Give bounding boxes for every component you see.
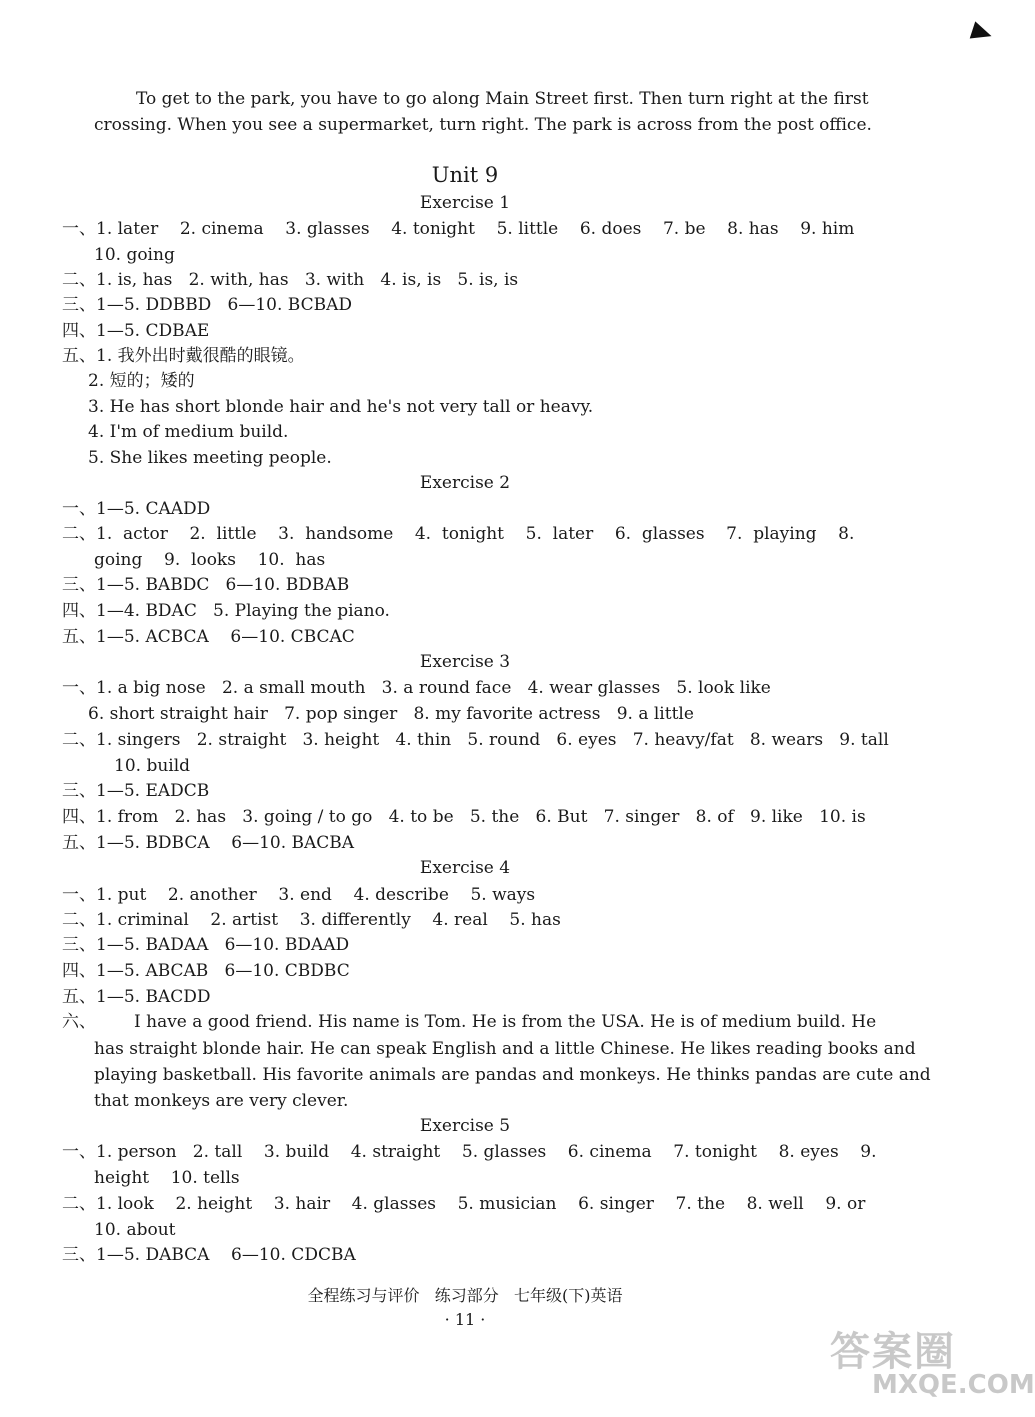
ex3-line: 三、1—5. EADCB <box>62 781 210 801</box>
ex1-line: 四、1—5. CDBAE <box>62 321 210 341</box>
ex1-line: 一、1. later 2. cinema 3. glasses 4. tonight 5. little 6. does 7. be 8. has 9. him <box>62 219 855 239</box>
ex2-line: going 9. looks 10. has <box>94 550 326 570</box>
ex4-line: 四、1—5. ABCAB 6—10. CBDBC <box>62 961 350 981</box>
intro-line-1: To get to the park, you have to go along Main Street first. Then turn right at the first <box>136 89 869 109</box>
ex5-line: 三、1—5. DABCA 6—10. CDCBA <box>62 1245 356 1265</box>
unit-title: Unit 9 <box>431 163 499 187</box>
ex4-line: 五、1—5. BACDD <box>62 987 211 1007</box>
ex1-line: 5. She likes meeting people. <box>88 448 332 468</box>
ex3-line: 五、1—5. BDBCA 6—10. BACBA <box>62 833 355 853</box>
site-watermark-logo <box>800 1318 1035 1408</box>
watermark-logo-domain: MXQE.COM <box>872 1370 1035 1400</box>
ex1-line: 二、1. is, has 2. with, has 3. with 4. is, is 5. is, is <box>62 270 519 290</box>
ex5-line: height 10. tells <box>94 1168 240 1188</box>
ex4-line: 一、1. put 2. another 3. end 4. describe 5. ways <box>62 885 536 905</box>
ex3-line: 二、1. singers 2. straight 3. height 4. thin 5. round 6. eyes 7. heavy/fat 8. wears 9. tall <box>62 730 889 750</box>
ex3-line: 四、1. from 2. has 3. going / to go 4. to be 5. the 6. But 7. singer 8. of 9. like 10. is <box>62 807 866 827</box>
ex1-line: 2. 短的；矮的 <box>88 371 195 391</box>
ex4-line: 三、1—5. BADAA 6—10. BDAAD <box>62 935 350 955</box>
exercise-4-title: Exercise 4 <box>419 858 511 878</box>
ex1-line: 10. going <box>94 245 175 265</box>
ex3-line: 一、1. a big nose 2. a small mouth 3. a round face 4. wear glasses 5. look like <box>62 678 771 698</box>
ex4-paragraph-line: I have a good friend. His name is Tom. He is from the USA. He is of medium build. He <box>134 1012 877 1032</box>
ex1-line: 三、1—5. DDBBD 6—10. BCBAD <box>62 295 352 315</box>
ex4-section-six-label: 六、 <box>62 1012 96 1032</box>
ex4-paragraph-line: playing basketball. His favorite animals are pandas and monkeys. He thinks pandas are cute and <box>94 1065 931 1085</box>
exercise-5-title: Exercise 5 <box>419 1116 511 1136</box>
intro-line-2: crossing. When you see a supermarket, turn right. The park is across from the post office. <box>94 115 872 135</box>
ex5-line: 二、1. look 2. height 3. hair 4. glasses 5. musician 6. singer 7. the 8. well 9. or <box>62 1194 866 1214</box>
ex3-line: 10. build <box>114 756 191 776</box>
exercise-3-title: Exercise 3 <box>419 652 511 672</box>
ex1-line: 3. He has short blonde hair and he's not very tall or heavy. <box>88 397 594 417</box>
watermark-logo-text: 答案圈 <box>830 1329 956 1375</box>
ex1-line: 五、1. 我外出时戴很酷的眼镜。 <box>62 346 305 366</box>
ex4-paragraph-line: has straight blonde hair. He can speak English and a little Chinese. He likes reading books and <box>94 1039 916 1059</box>
ex2-line: 四、1—4. BDAC 5. Playing the piano. <box>62 601 390 621</box>
ex5-line: 10. about <box>94 1220 176 1240</box>
ex2-line: 五、1—5. ACBCA 6—10. CBCAC <box>62 627 355 647</box>
footer-book-title: 全程练习与评价 练习部分 七年级(下)英语 <box>307 1286 623 1305</box>
ex4-line: 二、1. criminal 2. artist 3. differently 4. real 5. has <box>62 910 561 930</box>
footer-page-number: · 11 · <box>444 1310 486 1329</box>
exercise-2-title: Exercise 2 <box>419 473 511 493</box>
ex4-paragraph-line: that monkeys are very clever. <box>94 1091 349 1111</box>
exercise-1-title: Exercise 1 <box>419 193 511 213</box>
ex3-line: 6. short straight hair 7. pop singer 8. my favorite actress 9. a little <box>88 704 694 724</box>
ex2-line: 二、1. actor 2. little 3. handsome 4. tonight 5. later 6. glasses 7. playing 8. <box>62 524 855 544</box>
ex2-line: 一、1—5. CAADD <box>62 499 211 519</box>
ex2-line: 三、1—5. BABDC 6—10. BDBAB <box>62 575 350 595</box>
ex5-line: 一、1. person 2. tall 3. build 4. straight 5. glasses 6. cinema 7. tonight 8. eyes 9. <box>62 1142 877 1162</box>
page-corner-arrow-icon <box>970 21 995 44</box>
ex1-line: 4. I'm of medium build. <box>88 422 289 442</box>
